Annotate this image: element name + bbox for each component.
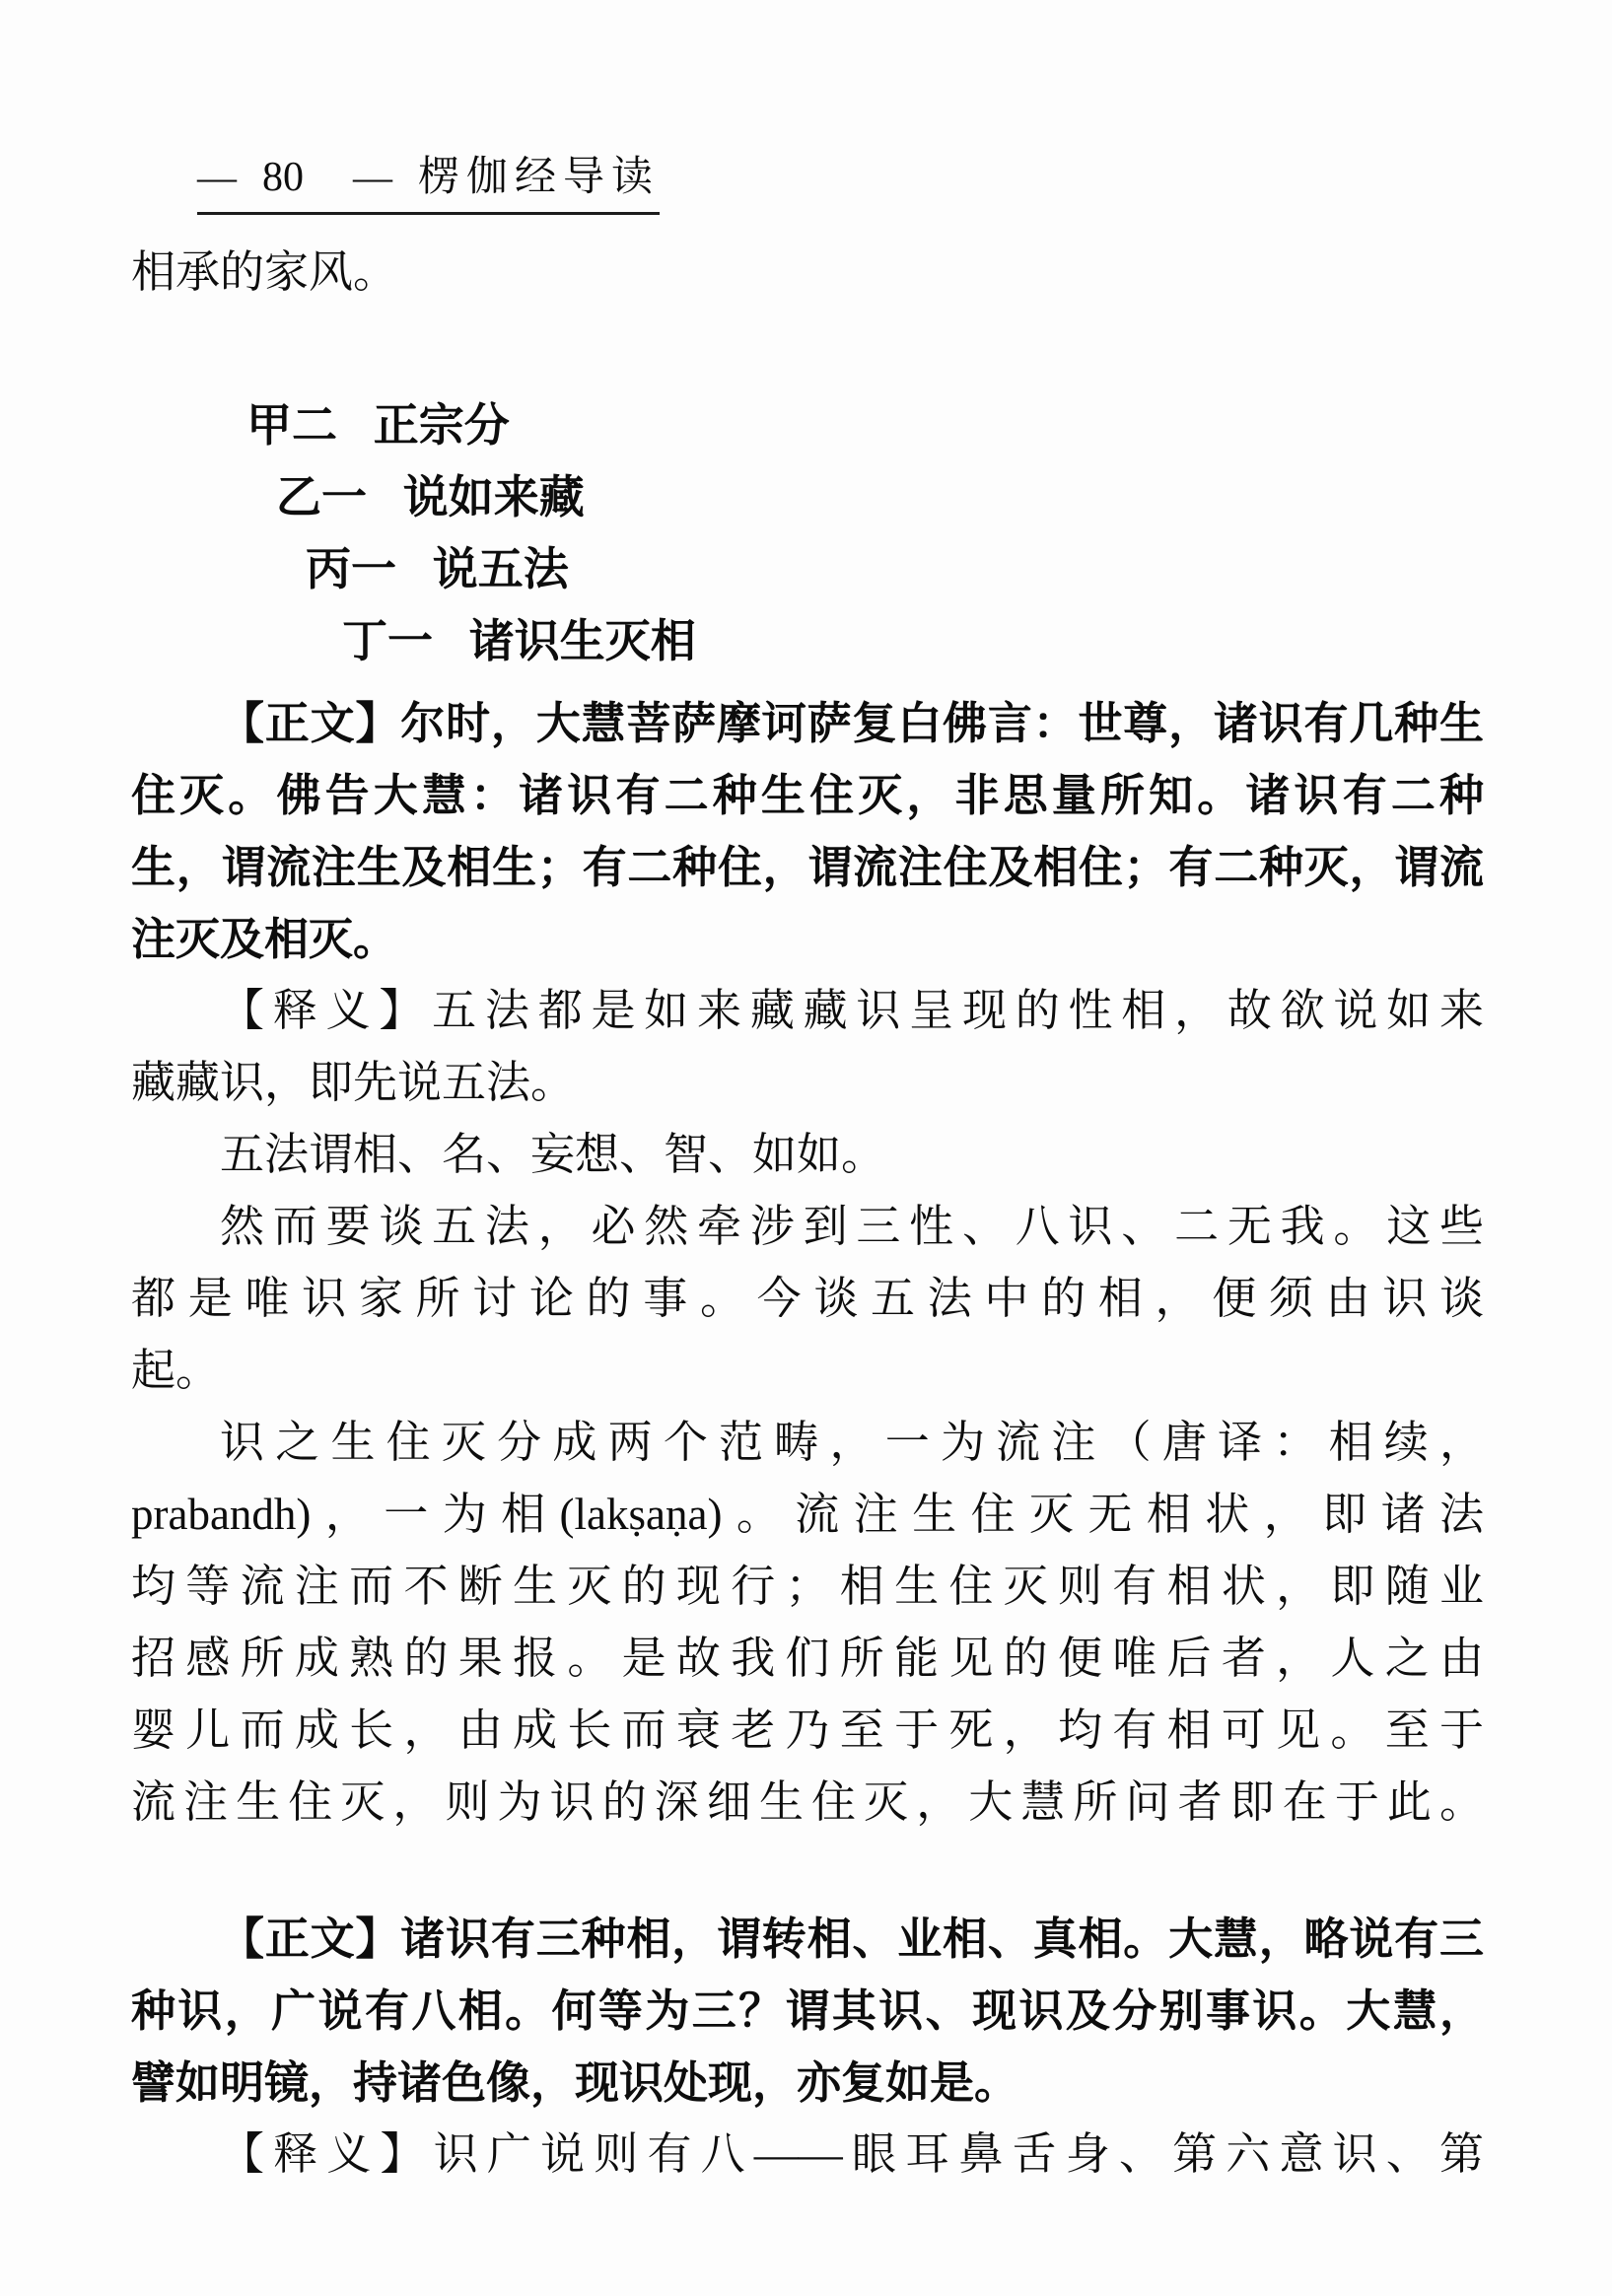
paragraph-raner	[131, 1191, 1484, 1407]
heading-number: 乙一	[276, 470, 367, 523]
text-line: 种识，广说有八相。何等为三？谓其识、现识及分别事识。大慧，	[131, 1984, 1484, 2037]
text-line: 都是唯识家所讨论的事。今谈五法中的相，便须由识谈	[131, 1274, 1484, 1323]
text-line: 【正文】诸识有三种相，谓转相、业相、真相。大慧，略说有三	[220, 1913, 1484, 1965]
text-line: 均等流注而不断生灭的现行；相生住灭则有相状，即随业	[131, 1562, 1484, 1611]
heading-title: 说如来藏	[402, 470, 585, 523]
heading-bing-1	[306, 533, 1484, 605]
running-header	[197, 144, 660, 215]
text-line: 识之生住灭分成两个范畴，一为流注（唐译：相续，	[220, 1418, 1484, 1467]
heading-number: 丁一	[342, 614, 433, 667]
header-dash-right: —	[353, 155, 392, 199]
text-line: 注灭及相灭。	[131, 913, 398, 965]
heading-title: 正宗分	[373, 398, 510, 452]
text-line: 起。	[131, 1346, 221, 1395]
page-number: 80	[262, 155, 304, 200]
section-headings	[131, 389, 1484, 677]
heading-number: 丙一	[306, 542, 396, 595]
heading-number: 甲二	[246, 398, 337, 452]
text-line: 生，谓流注生及相生；有二种住，谓流注住及相住；有二种灭，谓流	[131, 841, 1484, 893]
text-line: 【释义】识广说则有八——眼耳鼻舌身、第六意识、第	[220, 2129, 1484, 2179]
paragraph-zhengwen-2	[131, 1903, 1484, 2119]
heading-title: 说五法	[432, 542, 569, 595]
text-line: 招感所成熟的果报。是故我们所能见的便唯后者，人之由	[131, 1634, 1484, 1683]
heading-ding-1	[342, 605, 1484, 677]
text-line: 相承的家风。	[131, 247, 398, 297]
header-dash-left: —	[197, 155, 237, 199]
paragraph-shizhi	[131, 1407, 1484, 1839]
text-line: prabandh)，一为相(lakṣaṇa)。流注生住灭无相状，即诸法	[131, 1490, 1484, 1539]
paragraph-shiyi-1	[131, 975, 1484, 1119]
page-body	[131, 237, 1484, 2191]
text-line: 流注生住灭，则为识的深细生住灭，大慧所问者即在于此。	[131, 1777, 1484, 1827]
text-line: 【正文】尔时，大慧菩萨摩诃萨复白佛言：世尊，诸识有几种生	[220, 697, 1484, 749]
text-line: 五法谓相、名、妄想、智、如如。	[220, 1130, 886, 1179]
paragraph-wufa	[131, 1119, 1484, 1191]
heading-title: 诸识生灭相	[468, 614, 696, 667]
text-line: 譬如明镜，持诸色像，现识处现，亦复如是。	[131, 2056, 1019, 2109]
text-line: 藏藏识，即先说五法。	[131, 1058, 576, 1107]
paragraph-shiyi-2	[131, 2119, 1484, 2191]
text-line: 然而要谈五法，必然牵涉到三性、八识、二无我。这些	[220, 1202, 1484, 1251]
book-title: 楞伽经导读	[418, 155, 661, 200]
paragraph-zhengwen-1	[131, 687, 1484, 975]
heading-jia-2	[246, 389, 1484, 461]
text-line: 婴儿而成长，由成长而衰老乃至于死，均有相可见。至于	[131, 1705, 1484, 1755]
heading-yi-1	[276, 461, 1484, 533]
text-line: 【释义】五法都是如来藏藏识呈现的性相，故欲说如来	[220, 986, 1484, 1035]
text-line: 住灭。佛告大慧：诸识有二种生住灭，非思量所知。诸识有二种	[131, 769, 1484, 821]
